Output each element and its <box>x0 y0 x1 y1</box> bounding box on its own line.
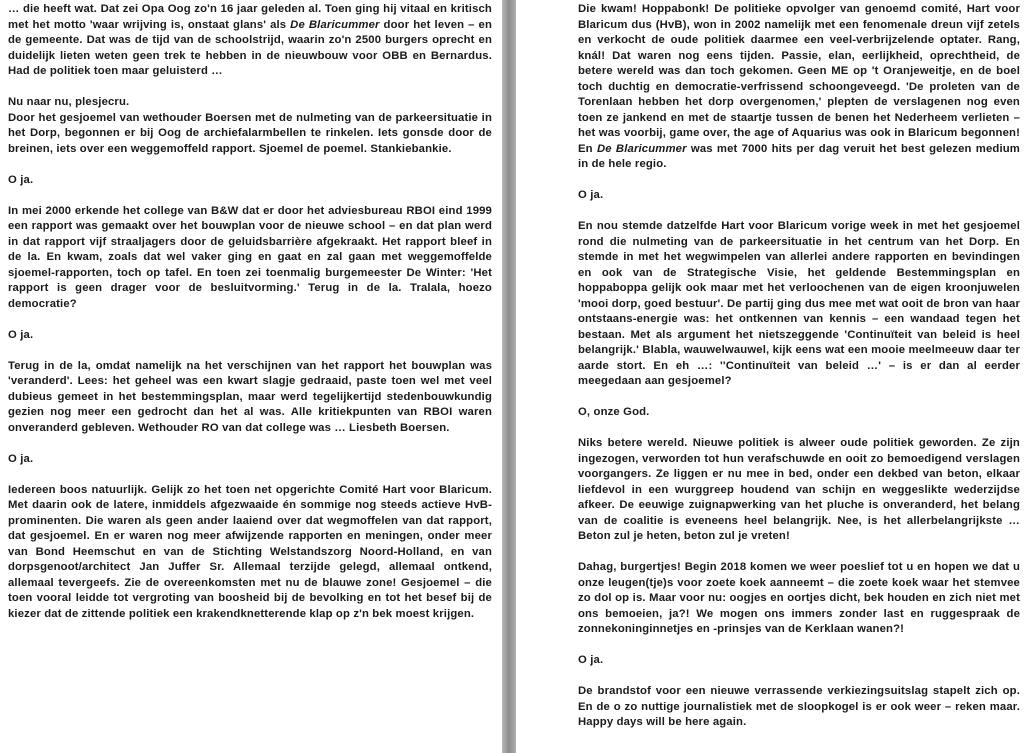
paragraph: O ja. <box>578 654 604 666</box>
paragraph: Dahag, burgertjes! Begin 2018 komen we weer poeslief tot u en hopen we dat u onze leugen(tje)s voor zoete koek aanneemt – die zoete koek waar het stemvee zo dol op is. Maar voor nu: oogjes en oortjes dicht, bek houden en zich niet met ons bemoeien, ja?! We mogen ons immers zonder last en ruggespraak de zonnekoninginnetjes en -prinsjes van de Kerklaan wanen?! <box>578 561 1020 635</box>
paragraph: En nou stemde datzelfde Hart voor Blaricum vorige week in met het gesjoemel rond die nulmeting van de parkeersituatie in het centrum van het Dorp. En stemde in met het wegwimpelen van allerlei andere rapporten en bevindingen en ook van de Strategische Visie, het geldende Bestemmingsplan en hoppaboppa gelijk ook maar met het verloochenen van de eigen kroonjuwelen 'mooi dorp, goed bestuur'. De partij ging dus mee met wat ooit de bron van haar ontstaans-energie was: het ontkennen van kennis – een wandaad tegen het bestaan. Met als argument het nietszeggende 'Continuïteit van beleid is heel belangrijk.' Blabla, wauwelwauwel, kijk eens wat een mooie meelmeeuw daar ter aarde stort. En eh …: ''Continuïteit van beleid …' – is er dan al eerder meegedaan aan gesjoemel? <box>578 220 1020 387</box>
left-page <box>0 0 502 753</box>
paragraph: … die heeft wat. Dat zei Opa Oog zo'n 16 jaar geleden al. Toen ging hij vitaal en kritisch met het motto 'waar wrijving is, onstaat glans' als De Blaricummer door het leven – en de gemeente. Dat was de tijd van de schoolstrijd, waarin zo'n 2500 burgers oprecht en duidelijk lieten weten geen trek te hebben in de nieuwbouw voor OBB en Bernardus. Had de politiek toen maar geluisterd … <box>8 3 493 77</box>
paragraph: Nu naar nu, plesjecru. <box>8 96 130 108</box>
paragraph: O, onze God. <box>578 406 650 418</box>
paragraph: O ja. <box>578 189 604 201</box>
right-page <box>516 0 1024 753</box>
paragraph: O ja. <box>8 173 34 186</box>
paragraph: O ja. <box>8 452 34 465</box>
paragraph: Door het gesjoemel van wethouder Boersen met de nulmeting van de parkeersituatie in het Dorp, begonnen er bij Oog de archiefalarmbellen te rinkelen. Iets gonsde door de breinen, iets over een weggemoffeld rapport. Sjoemel de poemel. Stankiebankie. <box>8 111 492 155</box>
page-gutter <box>502 0 516 753</box>
paragraph: O ja. <box>8 328 34 341</box>
paragraph: De brandstof voor een nieuwe verrassende verkiezingsuitslag stapelt zich op. En de o zo nuttige journalistiek met de sloopkogel is er ook weer – reken maar. Happy days will be here again. <box>578 685 1020 728</box>
paragraph: Iedereen boos natuurlijk. Gelijk zo het toen net opgerichte Comité Hart voor Blaricum. Met daarin ook de latere, inmiddels afgezwaaide én sommige nog steeds actieve HvB-prominenten. Die waren als geen ander laaiend over dat wegmoffelen van dat rapport, dat gesjoemel. En er waren nog meer afwijzende rapporten en meningen, onder meer van Bond Heemschut en van de Stichting Welstandszorg Noord-Holland, en van dorpsgenoot/architect Jan Juffer Sr. Allemaal terzijde gelegd, allemaal ontkend, allemaal tevergeefs. Zie de overeenkomsten met nu de blauwe zone! Gesjoemel – die toen vooral leidde tot vergroting van boosheid bij de bevolking en tot het besef bij de kiezer dat de zittende politiek een krakendknetterende klap op z'n bek moest krijgen. <box>8 483 492 620</box>
paragraph: Die kwam! Hoppabonk! De politieke opvolger van genoemd comité, Hart voor Blaricum dus (HvB), won in 2002 namelijk met een fenomenale dreun vijf zetels en verkocht de oude politiek daarmee een veel-verbrijzelende optater. Rang, knál! Dat waren nog eens tijden. Passie, elan, eerlijkheid, oprechtheid, de betere wereld was dan toch gekomen. Geen ME op 't Oranjeweitje, en de boel toch duchtig en democratie-verfrissend schoongeveegd. 'De proleten van de Torenlaan hebben het dorp overgenomen,' plepten de verslagenen nog even toen ze jankend en met de staartje tussen de benen het Nederheem verlieten – het was voorbij, game over, the age of Aquarius was ook in Blaricum begonnen! En De Blaricummer was met 7000 hits per dag veruit het best gelezen medium in de hele regio. <box>578 3 1020 170</box>
paragraph: Niks betere wereld. Nieuwe politiek is alweer oude politiek geworden. Ze zijn ingezogen, verworden tot hun verafschuwde en ooit zo bemoedigend verslagen voorgangers. Ze liggen er nu mee in bed, onder een dekbed van beton, elkaar liefdevol in een wurggreep houdend van schijn en weggeslikte wederzijdse afkeer. De eeuwige zuignapwerking van het pluche is onveranderd, het belang van de coalitie is eveneens heel belangrijk. Nee, is het allerbelangrijkste … Beton zul je heten, beton zul je vreten! <box>578 437 1020 542</box>
paragraph: In mei 2000 erkende het college van B&W dat er door het adviesbureau RBOI eind 1999 een rapport was gemaakt over het bouwplan voor de nieuwe school – en dat plan werd in dat rapport vijf straaljagers door de geluidsbarrière afgekraakt. Het rapport bleef in de la. En kwam, zoals dat wel vaker ging en gaat en zal gaan met weggemoffelde sjoemel-rapporten, toch op tafel. En toen zei toenmalig burgemeester De Winter: 'Het rapport is geen drager voor de besluitvorming.' Terug in de la. Tralala, hoezo democratie? <box>8 204 492 310</box>
paragraph: Terug in de la, omdat namelijk na het verschijnen van het rapport het bouwplan was 'veranderd'. Lees: het geheel was een kwart slagje gedraaid, paste toen wel met veel dubieus gemeet in het bestemmingsplan, maar werd tegelijkertijd stedenbouwkundig gezien nog meer een gedrocht dan het al was. Alle kritiekpunten van RBOI waren onveranderd gebleven. Wethouder RO van dat college was … Liesbeth Boersen. <box>8 359 492 434</box>
